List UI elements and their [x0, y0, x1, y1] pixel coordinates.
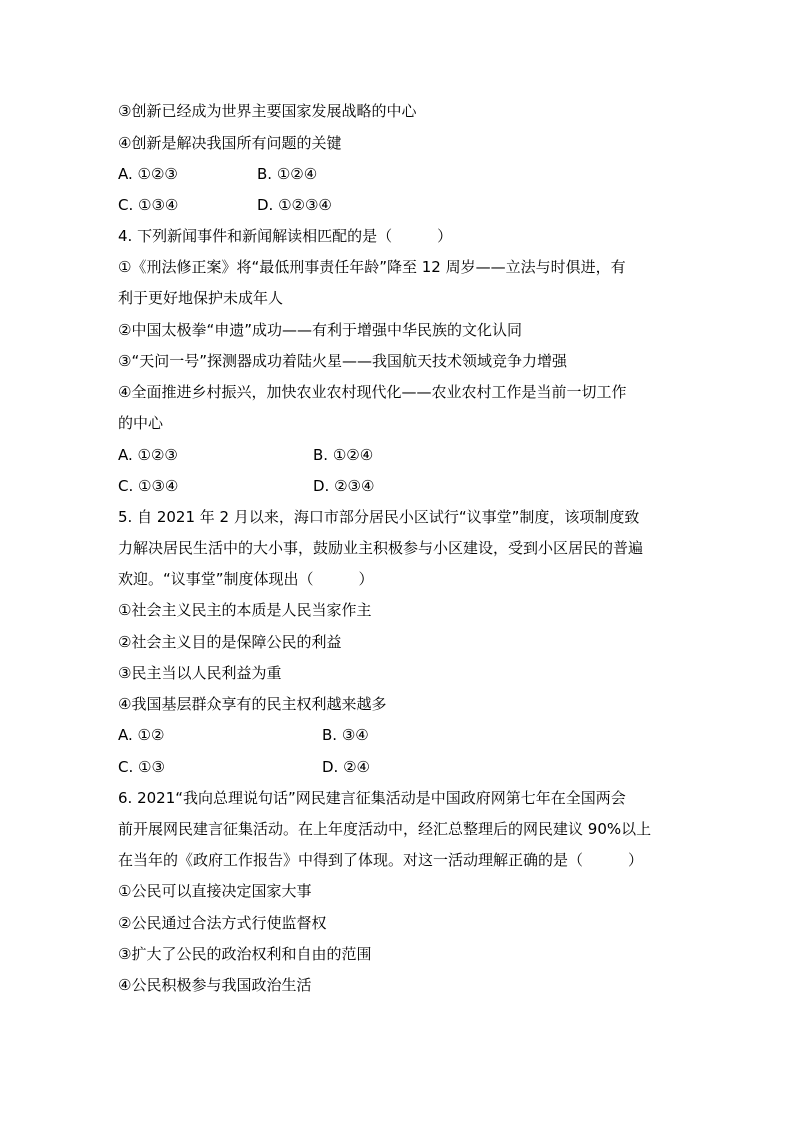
- q3-option-a: A. ①②③: [118, 165, 178, 183]
- q5-item-1: ①社会主义民主的本质是人民当家作主: [118, 601, 372, 619]
- q4-stem: 4. 下列新闻事件和新闻解读相匹配的是（ ）: [118, 227, 453, 245]
- q5-item-4: ④我国基层群众享有的民主权利越来越多: [118, 695, 387, 713]
- q3-item-4: ④创新是解决我国所有问题的关键: [118, 134, 342, 152]
- q5-option-d: D. ②④: [322, 758, 370, 776]
- q6-stem-line-3: 在当年的《政府工作报告》中得到了体现。对这一活动理解正确的是（ ）: [118, 851, 644, 869]
- q4-item-1-line-2: 利于更好地保护未成年人: [118, 289, 284, 307]
- q3-option-c: C. ①③④: [118, 196, 179, 214]
- q6-item-1: ①公民可以直接决定国家大事: [118, 882, 312, 900]
- q4-item-4-line-2: 的中心: [118, 414, 164, 432]
- q5-stem-line-3: 欢迎。“议事堂”制度体现出（ ）: [118, 570, 374, 588]
- q4-option-b: B. ①②④: [313, 446, 374, 464]
- q5-stem-line-1: 5. 自 2021 年 2 月以来，海口市部分居民小区试行“议事堂”制度，该项制度致: [118, 508, 640, 526]
- q5-option-a: A. ①②: [118, 726, 165, 744]
- q3-item-3: ③创新已经成为世界主要国家发展战略的中心: [118, 102, 417, 120]
- q6-stem-line-2: 前开展网民建言征集活动。在上年度活动中，经汇总整理后的网民建议 90%以上: [118, 820, 652, 838]
- q4-option-d: D. ②③④: [313, 477, 375, 495]
- q6-item-2: ②公民通过合法方式行使监督权: [118, 914, 327, 932]
- q3-option-b: B. ①②④: [257, 165, 318, 183]
- q6-stem-line-1: 6. 2021“我向总理说句话”网民建言征集活动是中国政府网第七年在全国两会: [118, 789, 626, 807]
- q4-item-2: ②中国太极拳“申遗”成功——有利于增强中华民族的文化认同: [118, 321, 522, 339]
- q6-item-3: ③扩大了公民的政治权利和自由的范围: [118, 945, 372, 963]
- q5-option-c: C. ①③: [118, 758, 165, 776]
- q4-item-1-line-1: ①《刑法修正案》将“最低刑事责任年龄”降至 12 周岁——立法与时俱进，有: [118, 258, 626, 276]
- q4-option-a: A. ①②③: [118, 446, 178, 464]
- q5-item-3: ③民主当以人民利益为重: [118, 664, 282, 682]
- q4-option-c: C. ①③④: [118, 477, 179, 495]
- q4-item-4-line-1: ④全面推进乡村振兴，加快农业农村现代化——农业农村工作是当前一切工作: [118, 383, 627, 401]
- q5-option-b: B. ③④: [322, 726, 369, 744]
- q6-item-4: ④公民积极参与我国政治生活: [118, 976, 312, 994]
- q4-item-3: ③“天问一号”探测器成功着陆火星——我国航天技术领域竞争力增强: [118, 352, 567, 370]
- q5-item-2: ②社会主义目的是保障公民的利益: [118, 633, 342, 651]
- q3-option-d: D. ①②③④: [257, 196, 332, 214]
- q5-stem-line-2: 力解决居民生活中的大小事，鼓励业主积极参与小区建设，受到小区居民的普遍: [118, 539, 644, 557]
